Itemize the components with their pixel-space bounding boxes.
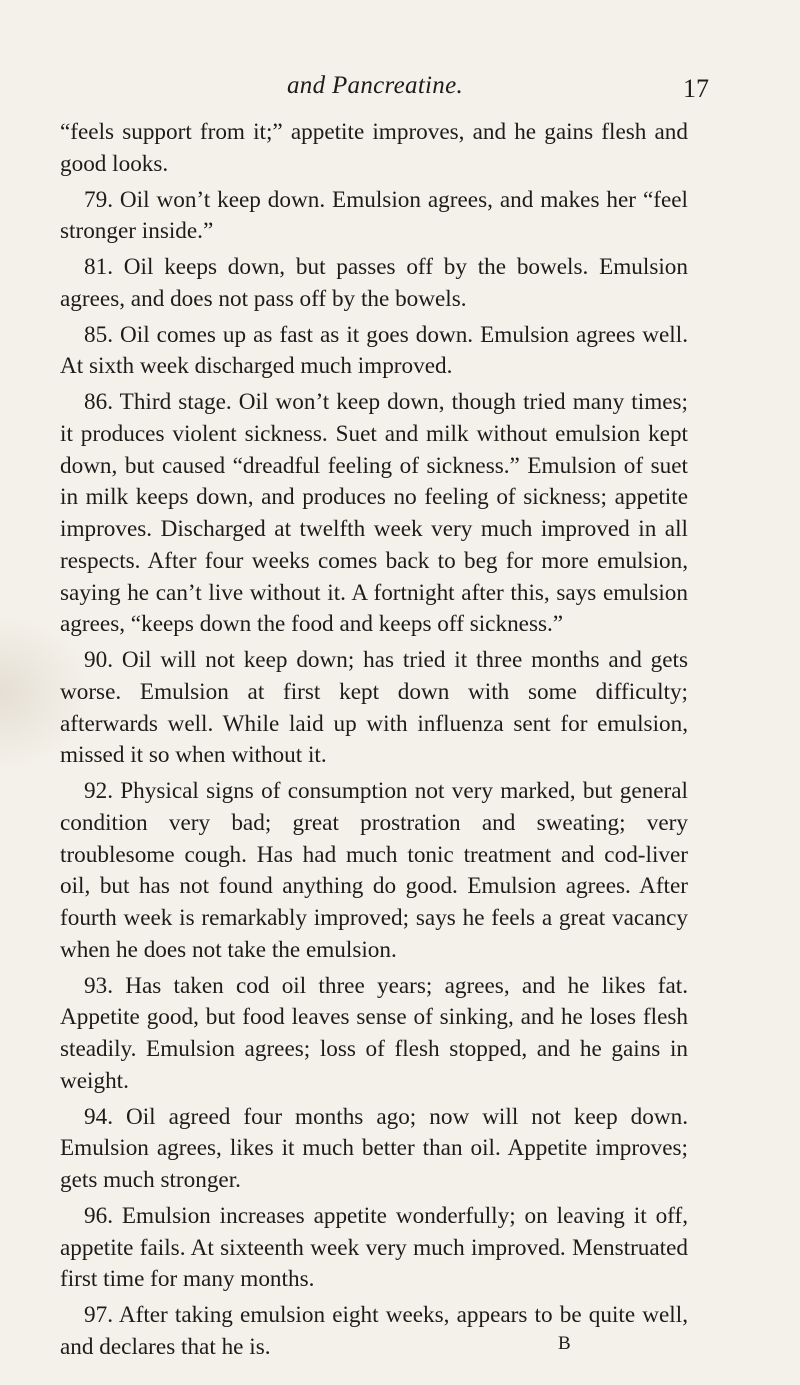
paragraph-case-93: 93. Has taken cod oil three years; agrees, and he likes fat. Appetite good, but food leaves sense of sinking, and he loses flesh steadily. Emulsion agrees; loss of flesh stopped, and he gains in weight. (60, 972, 688, 1094)
paragraph-case-81: 81. Oil keeps down, but passes off by the bowels. Emulsion agrees, and does not pass off by the bowels. (60, 254, 688, 312)
paragraph-case-97: 97. After taking emulsion eight weeks, appears to be quite well, and declares that he is. (60, 1302, 688, 1360)
paragraph-case-96: 96. Emulsion increases appetite wonderfully; on leaving it off, appetite fails. At sixteenth week very much improved. Menstruated first time for many months. (60, 1202, 688, 1293)
running-title: and Pancreatine. (287, 72, 464, 99)
running-head (0, 72, 800, 112)
paragraph-case-92: 92. Physical signs of consumption not very marked, but general condition very bad; great prostration and sweating; very troublesome cough. Has had much tonic treatment and cod-liver oil, but has not found anything do good. Emulsion agrees. After fourth week is remarkably improved; says he feels a great vacancy when he does not take the emulsion. (60, 778, 688, 963)
signature-mark: B (558, 1333, 572, 1354)
page-number: 17 (683, 74, 709, 103)
paragraph-case-86: 86. Third stage. Oil won’t keep down, though tried many times; it produces violent sickness. Suet and milk without emulsion kept down, but caused “dreadful feeling of sickness.” Emulsion of suet in milk keeps down, and produces no feeling of sickness; appetite improves. Discharged at twelfth week very much improved in all respects. After four weeks comes back to beg for more emulsion, saying he can’t live without it. A fortnight after this, says emulsion agrees, “keeps down the food and keeps off sickness.” (60, 389, 688, 638)
body-text (60, 117, 688, 1368)
paragraph-case-79: 79. Oil won’t keep down. Emulsion agrees, and makes her “feel stronger inside.” (60, 186, 688, 245)
paragraph-continued: “feels support from it;” appetite improves, and he gains flesh and good looks. (60, 119, 688, 177)
paragraph-case-85: 85. Oil comes up as fast as it goes down. Emulsion agrees well. At sixth week discharged much improved. (60, 321, 688, 380)
paragraph-case-90: 90. Oil will not keep down; has tried it three months and gets worse. Emulsion at first kept down with some difficulty; afterwards well. While laid up with influenza sent for emulsion, missed it so when without it. (60, 647, 688, 769)
paragraph-case-94: 94. Oil agreed four months ago; now will not keep down. Emulsion agrees, likes it much better than oil. Appetite improves; gets much stronger. (60, 1103, 688, 1193)
